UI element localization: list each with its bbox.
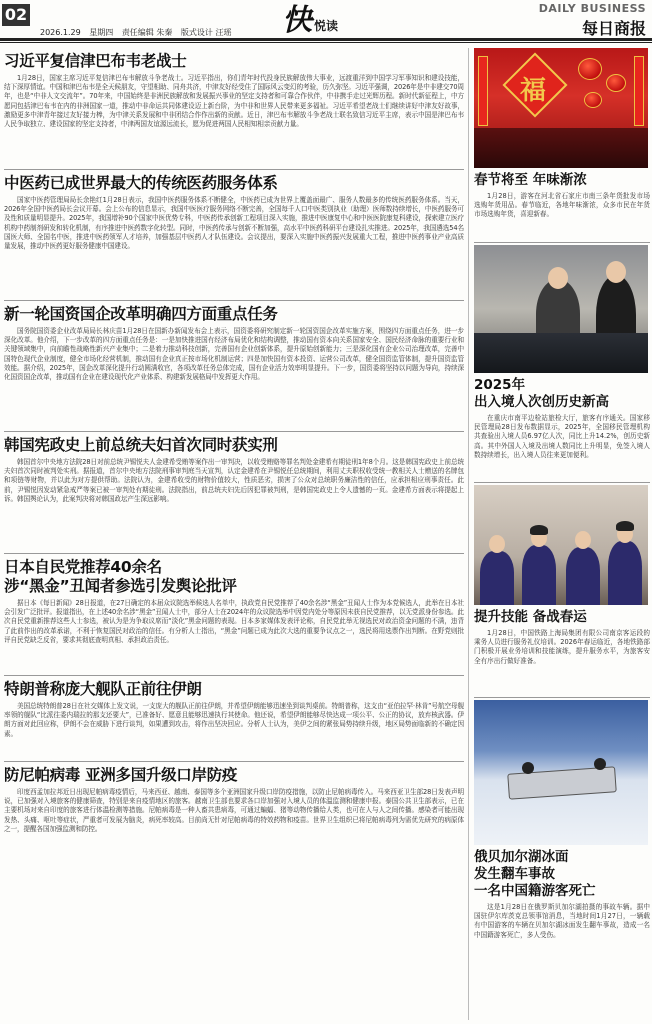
article-body: 国务院国资委企业改革局局长林庆苗1月28日在国新办新闻发布会上表示，国资委将研究制定新一轮国资国企改革实施方案，围绕四方面重点任务，进一步深化改革。他介绍，下一步改革的四方面重点任务是：一是加快推进国有经济布局优化和结构调整，推动国有资本向关系国家安全、国民经济命脉的重要行业和关键领域集中，向前瞻性战略性新兴产业集中；二是着力推动科技创新，完善国有企业创新体系，提升原始创新能力；三是深化国有企业公司治理改革，完善中国特色现代企业制度，健全市场化经营机制，推动国有企业真正按市场化机制运营；四是加快国有资本投资、运营公司改革，健全国资监管体制，提升国资监管效能。据介绍，2025年，国企改革深化提升行动圆满收官，各项改革任务总体完成，国有企业活力效率明显提升。下一步，国资委将坚持以问题为导向，持续深化国资国企改革，推动国有企业在建设现代化产业体系、构建新发展格局中发挥更大作用。 — [4, 327, 464, 382]
border-check-photo — [474, 245, 648, 373]
trainee-head — [489, 535, 505, 553]
vehicle-wheel — [522, 762, 534, 774]
trainee-figure — [608, 541, 642, 605]
article-divider — [4, 761, 464, 762]
lantern-decoration — [584, 92, 602, 108]
masthead-rule — [0, 38, 652, 41]
article-headline: 新一轮国资国企改革明确四方面重点任务 — [4, 305, 278, 323]
officer-head — [548, 267, 568, 289]
side-story-body: 这是1月28日在俄罗斯贝加尔湖拍摄的事故车辆。据中国驻伊尔库茨克总领事馆消息，当地时间1月27日，一辆载有中国游客的车辆在贝加尔湖冰面发生翻车事故，造成一名中国籍游客死亡，多人受伤。 — [474, 903, 650, 939]
section-logo — [282, 2, 338, 38]
masthead — [0, 0, 652, 42]
article-body: 国家中医药管理局局长余艳红1月28日表示，我国中医药服务体系不断健全，中医药已成为世界上覆盖面最广、服务人数最多的传统医药服务体系。当天，2026年全国中医药局长会议开幕。会上公布的信息显示，我国中医医疗服务网络不断完善，全国每千人口中医类别执业（助理）医师数持续增长，中医药服务可及性和质量明显提升。2025年，我国增补90个国家中医优势专科，中医药传承创新工程项目深入实施，推进中医康复中心和中医医院康复科建设，探索建立医疗机构中药制剂研发和转化机制，有序推进中医药数字化转型。同时，中医药传承与创新不断加强，高水平中医药科研平台建设扎实推进。2025年，我国遴选54名国医大师、全国名中医，推进中医药领军人才培养，加强基层中医药人才队伍建设。会议提出，要深入实施中医药振兴发展重大工程，推进中医药事业产业高质量发展，推动中医药更好服务健康中国建设。 — [4, 196, 464, 251]
trainee-hair — [616, 521, 634, 531]
couplet-decoration — [634, 56, 644, 126]
main-column — [4, 48, 464, 1024]
side-story-border-record — [474, 245, 650, 478]
trainee-figure — [522, 545, 556, 605]
issue-info — [40, 27, 237, 38]
masthead-rule-thin — [0, 42, 652, 43]
side-column — [474, 48, 650, 1024]
article-tcm — [4, 174, 464, 296]
side-story-body: 1月28日，中国铁路上海局集团有限公司南京客运段的乘务人员进行服务礼仪培训。2026年春运临近，各地铁路部门积极开展业务培训和技能演练，提升服务水平，为旅客安全有序出行做好准备。 — [474, 629, 650, 665]
side-divider — [474, 482, 650, 483]
paper-name-english: DAILY BUSINESS — [538, 2, 646, 15]
paper-name-chinese: 每日商报 — [581, 19, 646, 38]
article-nipah — [4, 766, 464, 860]
side-story-baikal — [474, 700, 650, 963]
article-body: 据日本《每日新闻》28日报道，在27日确定的本届众议院选举候选人名单中，执政党自民党推荐了40余名涉“黑金”丑闻人士作为本党候选人，此举在日本社会引发广泛批评。报道指出，在上述40余名涉“黑金”丑闻人士中，部分人士在2024年的众议院选举中因党内处分等原因未获自民党推荐，以无党派身份参选。此次自民党重新推荐这些人士参选，被认为是为争取议席而“淡化”黑金问题的表现。日本多家媒体发表评论称，自民党此举无视选民对政治资金问题的不满，违背了此前作出的改革承诺，不利于恢复国民对政治的信任。有分析人士指出，“黑金”问题已成为此次大选的重要争议点之一，选民将用选票作出判断。在野党则批评自民党缺乏反省，要求其彻底查明真相、承担政治责任。 — [4, 599, 464, 644]
article-body: 印度西孟加拉邦近日出现尼帕病毒疫情后，马来西亚、越南、泰国等多个亚洲国家升级口岸防疫措施，以防止尼帕病毒传入。马来西亚卫生部28日发表声明说，已加强对入境旅客的健康筛查，特别是来自疫情地区的旅客。越南卫生部也要求各口岸加强对入境人员的体温监测和健康申报。泰国公共卫生部表示，已在主要机场对来自印度的旅客进行体温检测等措施。尼帕病毒是一种人畜共患病毒，可通过蝙蝠、猪等动物传播给人类，也可在人与人之间传播。感染者可能出现发热、头痛、呕吐等症状，严重者可发展为脑炎，病死率较高。目前尚无针对尼帕病毒的特效药物和疫苗。世界卫生组织已将尼帕病毒列为需优先研究的病原体之一，提醒各国加强监测和防控。 — [4, 788, 464, 833]
article-soe-reform — [4, 305, 464, 427]
article-headline: 习近平复信津巴布韦老战士 — [4, 52, 187, 70]
market-stall — [474, 128, 648, 168]
inspection-desk — [474, 333, 648, 373]
article-divider — [4, 675, 464, 676]
side-story-body: 在重庆市南平边检站旅检大厅，旅客有序通关。国家移民管理局28日发布数据显示，2025年，全国移民管理机构共查验出入境人员6.97亿人次，同比上升14.2%，创历史新高。其中外国人入境及出境人数同比上升明显，免签入境人数持续增长，出入境人员往来更加便利。 — [474, 414, 650, 459]
side-story-title: 俄贝加尔湖冰面 发生翻车事故 一名中国籍游客死亡 — [474, 849, 596, 899]
issue-editor: 责任编辑 朱秦 — [121, 28, 173, 37]
side-story-title: 春节将至 年味渐浓 — [474, 172, 587, 188]
side-story-title: 2025年 出入境人次创历史新高 — [474, 377, 609, 410]
trainee-figure — [480, 551, 514, 605]
article-japan-ldp — [4, 558, 464, 671]
side-story-training — [474, 485, 650, 693]
page-number: 02 — [2, 4, 30, 26]
article-headline: 日本自民党推荐40余名 涉“黑金”丑闻者参选引发舆论批评 — [4, 558, 237, 595]
side-story-body: 1月28日，游客在河北省石家庄市南三条年货批发市场选购年货用品。春节临近，各地年味渐浓，众多市民在年货市场选购年货，喜迎新春。 — [474, 192, 650, 219]
side-story-spring-festival — [474, 48, 650, 238]
article-divider — [4, 300, 464, 301]
article-body: 韩国首尔中央地方法院28日对前总统尹锡悦夫人金建希受贿等案作出一审判决，以收受贿赂等罪名判处金建希有期徒刑1年8个月。这是韩国宪政史上前总统夫妇首次同时被判处实刑。据报道，首尔中央地方法院刑事审判庭当天宣判，认定金建希在尹锡悦任总统期间，利用丈夫职权收受统一教相关人士赠送的名牌包和项链等财物，并以此为对方提供帮助。法院认为，金建希收受的财物价值较大，性质恶劣，损害了公众对总统职务廉洁性的信任，应承担相应刑事责任。此前，尹锡悦因发动紧急戒严等案已被一审判处有期徒刑。法院指出，前总统夫妇先后因犯罪被判刑，是韩国宪政史上令人遗憾的一页。金建希方面表示将提起上诉。韩国舆论认为，此案判决将对韩国政坛产生深远影响。 — [4, 458, 464, 503]
issue-date: 2026.1.29 — [40, 28, 81, 37]
trainee-head — [575, 531, 591, 549]
article-headline: 韩国宪政史上前总统夫妇首次同时获实刑 — [4, 436, 278, 454]
side-story-title: 提升技能 备战春运 — [474, 609, 587, 625]
article-headline: 特朗普称庞大舰队正前往伊朗 — [4, 680, 202, 698]
article-divider — [4, 431, 464, 432]
article-body: 美国总统特朗普28日在社交媒体上发文说，一支庞大的舰队正前往伊朗，并希望伊朗能够迅速坐到谈判桌前。特朗普称，这支由“亚伯拉罕·林肯”号航空母舰率领的舰队“比派往委内瑞拉的那支还要大”，已准备好、愿意且能够迅速执行其使命。他还说，希望伊朗能够尽快达成一项公平、公正的协议，放弃核武器。伊朗方面对此回应称，伊朗不会在威胁下进行谈判，如果遭到攻击，将作出坚决回应。分析人士认为，美伊之间的紧张局势持续升级，地区局势面临新的不确定因素。 — [4, 702, 464, 738]
fu-character: 福 — [520, 76, 547, 106]
section-logo-main: 快 — [282, 3, 312, 38]
section-logo-sub: 悦读 — [314, 19, 339, 33]
issue-weekday: 星期四 — [89, 28, 114, 37]
couplet-decoration — [478, 56, 488, 126]
side-divider — [474, 697, 650, 698]
side-divider — [474, 242, 650, 243]
festive-market-photo — [474, 48, 648, 168]
article-xi-zimbabwe — [4, 52, 464, 165]
training-photo — [474, 485, 648, 605]
ice-accident-photo — [474, 700, 648, 845]
traveler-head — [606, 261, 626, 283]
trainee-hair — [530, 525, 548, 535]
column-separator — [468, 48, 469, 1020]
article-divider — [4, 553, 464, 554]
article-body: 1月28日，国家主席习近平复信津巴布韦解放斗争老战士。习近平指出，你们青年时代投身民族解放伟大事业，远渡重洋到中国学习军事知识和建设技能，结下深厚情谊。中国和津巴布韦是全天候朋友，守望相助、同舟共济，中津友好经受住了国际风云变幻的考验，历久弥坚。习近平强调，2026年是中非建交70周年，也是“中非人文交流年”。70年来，中国始终是非洲民族解放和发展振兴事业的坚定支持者和可靠合作伙伴，中非携手走过光辉历程。新时代新征程上，中方愿同包括津巴布韦在内的非洲国家一道，推动中非命运共同体建设迈上新台阶，为中非和世界人民带来更多福祉。习近平希望老战士们继续讲好中津友好故事，激励更多中津青年接过友好接力棒，为中津关系发展和中非团结合作作出新的贡献。近日，津巴布韦解放斗争老战士联名致信习近平主席，表示中国是津巴布韦人民争取独立、建设国家的坚定支持者，中津两国友谊源远流长，愿为促进两国人民相知相亲贡献力量。 — [4, 74, 464, 129]
article-headline: 防尼帕病毒 亚洲多国升级口岸防疫 — [4, 766, 238, 784]
trainee-figure — [566, 547, 600, 605]
vehicle-wheel — [594, 758, 606, 770]
article-divider — [4, 169, 464, 170]
article-trump-iran — [4, 680, 464, 757]
article-korea — [4, 436, 464, 549]
lantern-decoration — [578, 58, 602, 80]
issue-designer: 版式设计 汪瑶 — [180, 28, 232, 37]
article-headline: 中医药已成世界最大的传统医药服务体系 — [4, 174, 278, 192]
lantern-decoration — [606, 74, 626, 92]
